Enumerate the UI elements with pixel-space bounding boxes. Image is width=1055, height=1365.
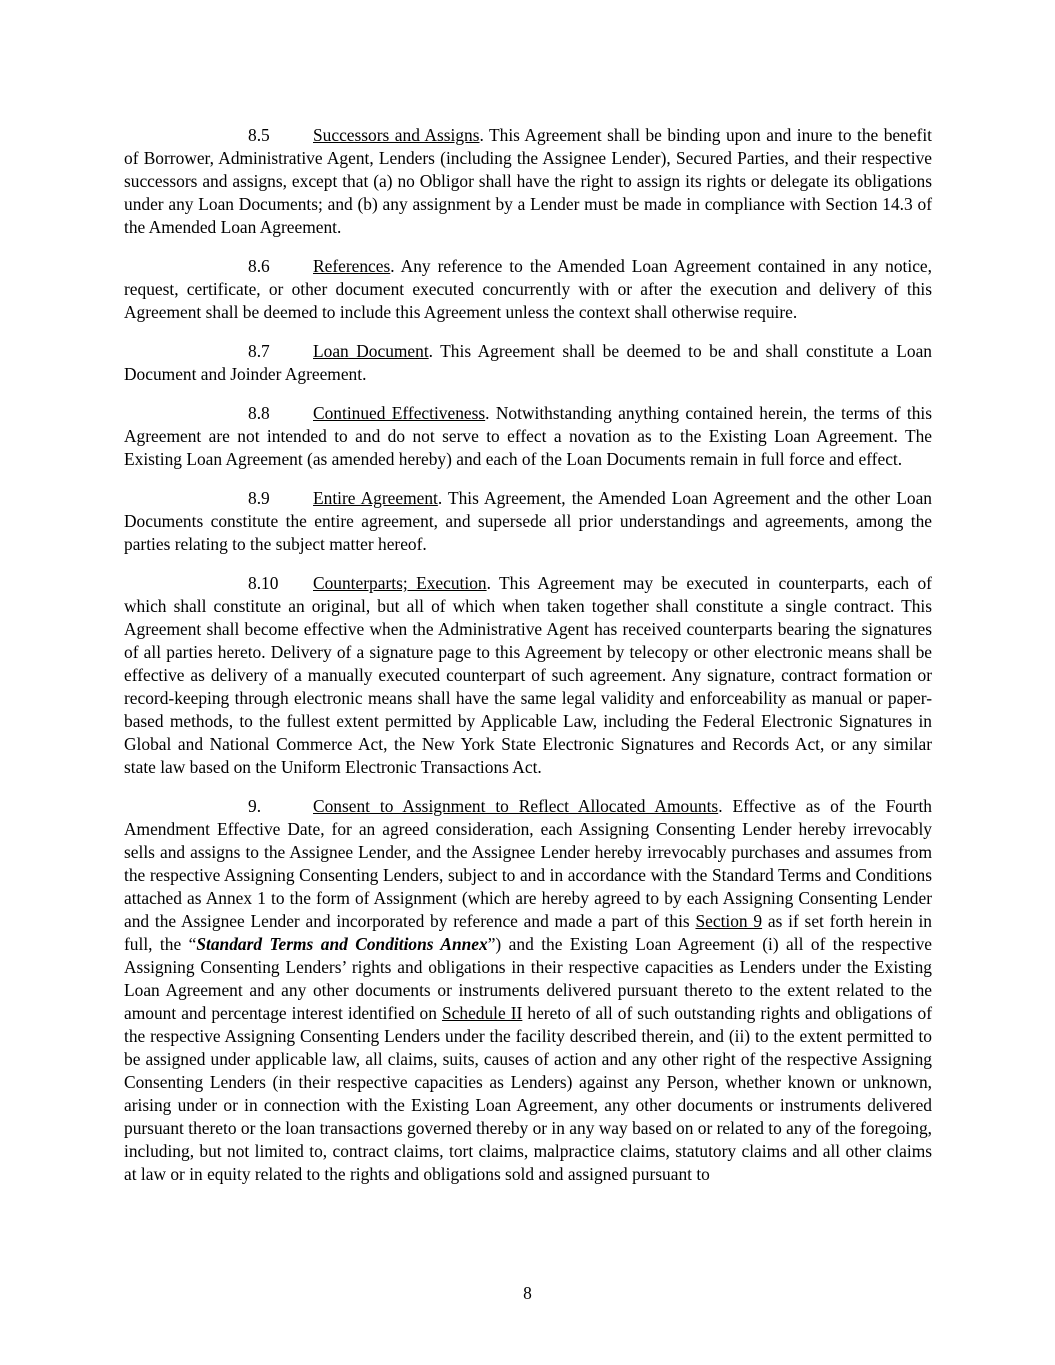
paragraph [124, 487, 932, 556]
section-number: 8.5 [248, 125, 270, 145]
page-number: 8 [523, 1283, 532, 1303]
section-heading: Loan Document [313, 341, 429, 361]
text-run: . Effective as of the Fourth Amendment Effective Date, for an agreed consideration, each Assigning Consenting Lender hereby irrevocably sells and assigns to the Assignee Lender, and the Assignee Lender hereby irrevocably purchases and assumes from the respective Assigning Consenting Lenders, subject to and in accordance with the Standard Terms and Conditions attached as Annex 1 to the form of Assignment (which are hereby agreed to by each Assigning Consenting Lender and the Assignee Lender and incorporated by reference and made a part of this [124, 796, 933, 931]
text-run: as if set forth herein in full, the “ [124, 911, 932, 954]
text-run: . This Agreement, the Amended Loan Agreement and the other Loan Documents constitute the entire agreement, and supersede all prior understandings and agreements, among the parties relating to the subject matter hereof. [124, 488, 932, 554]
text-run: . Notwithstanding anything contained herein, the terms of this Agreement are not intended to and do not serve to effect a novation as to the Existing Loan Agreement. The Existing Loan Agreement (as amended hereby) and each of the Loan Documents remain in full force and effect. [124, 403, 932, 469]
section-heading: Counterparts; Execution [313, 573, 487, 593]
text-run: . This Agreement shall be deemed to be and shall constitute a Loan Document and Joinder Agreement. [124, 341, 932, 384]
text-run: . Any reference to the Amended Loan Agreement contained in any notice, request, certificate, or other document executed concurrently with or after the execution and delivery of this Agreement shall be deemed to include this Agreement unless the context shall otherwise require. [124, 256, 932, 322]
reference-text: Section 9 [695, 911, 763, 931]
section-heading: Continued Effectiveness [313, 403, 486, 423]
document-body [124, 124, 932, 1202]
section-number: 9. [248, 796, 262, 816]
paragraph [124, 402, 932, 471]
section-heading: Consent to Assignment to Reflect Allocated Amounts [313, 796, 719, 816]
text-run: hereto of all of such outstanding rights and obligations of the respective Assigning Consenting Lenders under the facility described therein, and (ii) to the extent permitted to be assigned under applicable law, all claims, suits, causes of action and any other right of the respective Assigning Consenting Lenders (in their respective capacities as Lenders) against any Person, whether known or unknown, arising under or in connection with the Existing Loan Agreement, any other documents or instruments delivered pursuant thereto or the loan transactions governed thereby or in any way based on or related to any of the foregoing, including, but not limited to, contract claims, tort claims, malpractice claims, statutory claims and all other claims at law or in equity related to the rights and obligations sold and assigned pursuant to [124, 1003, 932, 1184]
section-number: 8.8 [248, 403, 270, 423]
paragraph [124, 340, 932, 386]
text-run: . This Agreement may be executed in counterparts, each of which shall constitute an original, but all of which when taken together shall constitute a single contract. This Agreement shall become effective when the Administrative Agent has received counterparts bearing the signatures of all parties hereto. Delivery of a signature page to this Agreement by telecopy or other electronic means shall be effective as delivery of a manually executed counterpart of such agreement. Any signature, contract formation or record-keeping through electronic means shall have the same legal validity and enforceability as manual or paper-based methods, to the fullest extent permitted by Applicable Law, including the Federal Electronic Signatures in Global and National Commerce Act, the New York State Electronic Signatures and Records Act, or any similar state law based on the Uniform Electronic Transactions Act. [124, 573, 932, 777]
reference-text: Schedule II [441, 1003, 523, 1023]
section-heading: Successors and Assigns [313, 125, 480, 145]
paragraph [124, 124, 932, 239]
text-run: ”) and the Existing Loan Agreement (i) all of the respective Assigning Consenting Lenders’ rights and obligations in their respective capacities as Lenders under the Existing Loan Agreement and any other documents or instruments delivered pursuant thereto to the extent related to the amount and percentage interest identified on [124, 934, 932, 1023]
paragraph [124, 572, 932, 779]
paragraph [124, 795, 932, 1186]
section-heading: Entire Agreement [313, 488, 438, 508]
section-number: 8.6 [248, 256, 270, 276]
section-number: 8.10 [248, 573, 279, 593]
section-number: 8.9 [248, 488, 270, 508]
paragraph [124, 255, 932, 324]
defined-term: Standard Terms and Conditions Annex [196, 934, 488, 954]
text-run: . This Agreement shall be binding upon and inure to the benefit of Borrower, Administrative Agent, Lenders (including the Assignee Lender), Secured Parties, and their respective successors and assigns, except that (a) no Obligor shall have the right to assign its rights or delegate its obligations under any Loan Documents; and (b) any assignment by a Lender must be made in compliance with Section 14.3 of the Amended Loan Agreement. [124, 125, 932, 237]
section-heading: References [313, 256, 391, 276]
section-number: 8.7 [248, 341, 270, 361]
